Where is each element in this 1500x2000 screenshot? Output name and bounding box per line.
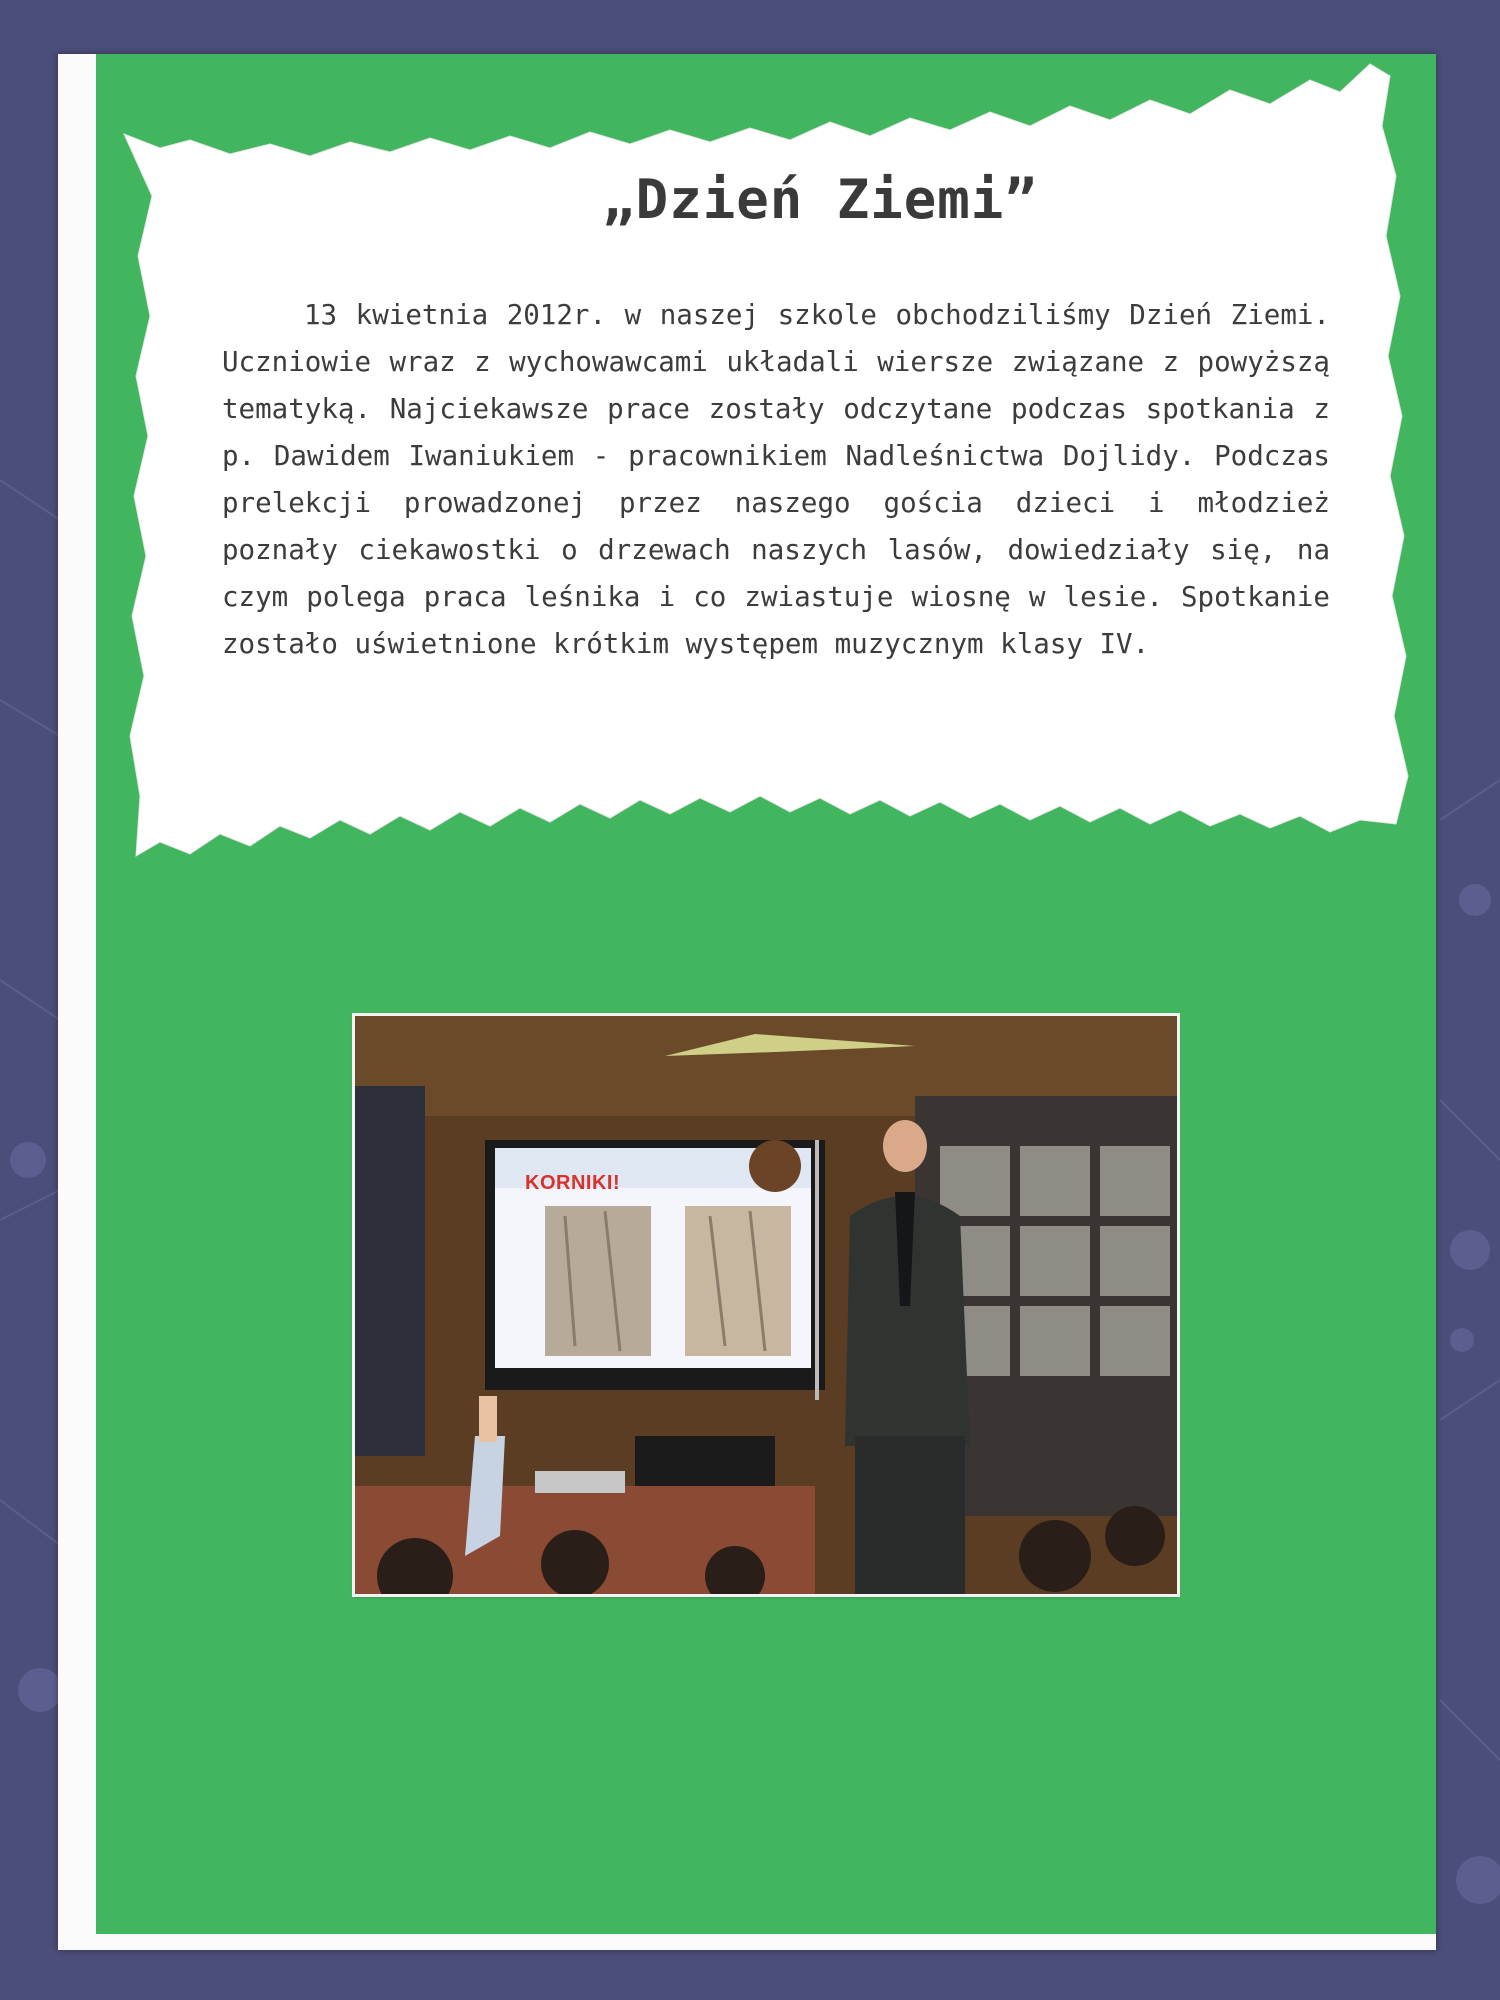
article-body: 13 kwietnia 2012r. w naszej szkole obchodziliśmy Dzień Ziemi. Uczniowie wraz z wychowawcami układali wiersze związane z powyższą tematyką. Najciekawsze prace zostały odczytane podczas spotkania z p. Dawidem Iwaniukiem - pracownikiem Nadleśnictwa Dojlidy. Podczas prelekcji prowadzonej przez naszego gościa dzieci i młodzież poznały ciekawostki o drzewach naszych lasów, dowiedziały się, na czym polega praca leśnika i co zwiastuje wiosnę w lesie. Spotkanie zostało uświetnione krótkim występem muzycznym klasy IV. xyxy=(222,299,1330,660)
photo-scene xyxy=(355,1016,1177,1594)
classroom-photo xyxy=(355,1016,1177,1594)
article-title: „Dzień Ziemi” xyxy=(602,168,1038,231)
slide-title: KORNIKI! xyxy=(525,1172,621,1194)
